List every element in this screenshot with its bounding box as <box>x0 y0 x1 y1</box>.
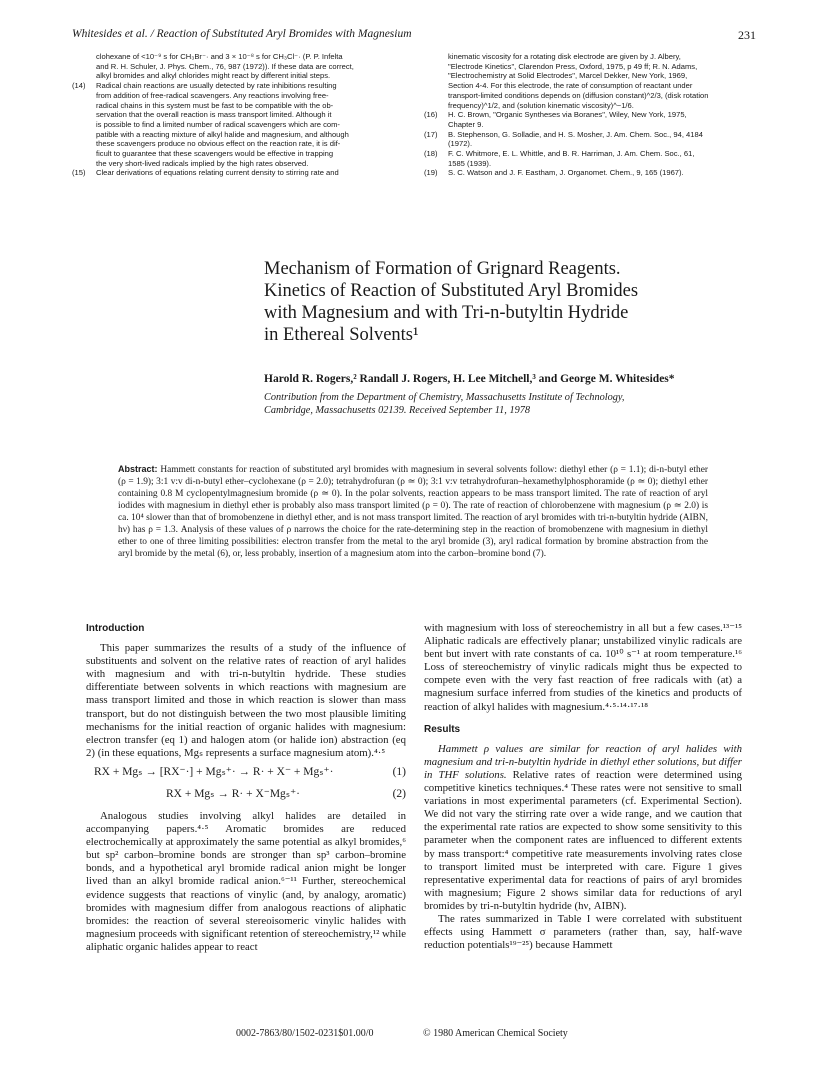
body-column-left <box>86 622 406 954</box>
paragraph: with magnesium with loss of stereochemistry in all but a few cases.¹³⁻¹⁵ Aliphatic radicals are effectively planar; unstabilized vinylic radicals are bent but invert with rate constants of ca. 10¹⁰ s⁻¹ at room temperature.¹⁶ Loss of stereochemistry of vinylic radicals might thus be expected to compete even with the very fast reaction of free radicals with (at) a magnesium surface inferred from studies of the kinetics and products of reaction of alkyl halides with magnesium.⁴·⁵·¹⁴·¹⁷·¹⁸ <box>424 622 742 713</box>
reference-item: (16) H. C. Brown, "Organic Syntheses via Boranes", Wiley, New York, 1975, Chapter 9. <box>424 110 687 129</box>
abstract <box>118 463 708 560</box>
paragraph: Analogous studies involving alkyl halides are detailed in accompanying papers.⁴·⁵ Aromatic bromides are reduced electrochemically at approximately the same potential as alkyl bromides,⁶ but sp² carbon–bromine bonds are stronger than sp³ carbon–bromine bonds, and a hypothetical aryl bromide radical anion might be longer lived than an alkyl bromide radical anion.⁶⁻¹¹ Further, stereochemical evidence suggests that reactions of vinylic (and, by analogy, aromatic) bromides with magnesium differ from analogous reactions of aliphatic bromides: the reaction of several stereoisomeric vinylic halides with magnesium proceeds with significant retention of stereochemistry,¹² while aliphatic organic halides appear to react <box>86 809 406 953</box>
reference-item: kinematic viscosity for a rotating disk electrode are given by J. Albery, "Electrode Kinetics", Clarendon Press, Oxford, 1975, p 49 ff; R. N. Adams, "Electrochemistry at Solid Electrodes", Marcel Dekker, New York, 1969, Section 4-4. For this electrode, the rate of consumption of reactant under transport-limited conditions depends on (diffusion constant)^2/3, (disk rotation frequency)^1/2, and (solution kinematic viscosity)^−1/6. <box>448 52 709 110</box>
section-heading-results: Results <box>424 723 461 735</box>
reference-item: (17) B. Stephenson, G. Solladie, and H. S. Mosher, J. Am. Chem. Soc., 94, 4184 (1972). <box>424 129 703 149</box>
equation-1 <box>86 766 406 782</box>
affiliation: Contribution from the Department of Chemistry, Massachusetts Institute of Technology, Cambridge, Massachusetts 02139. Received September 11, 1978 <box>264 392 625 416</box>
reference-item: (19) S. C. Watson and J. F. Eastham, J. Organomet. Chem., 9, 165 (1967). <box>424 168 684 178</box>
reference-item: (14) Radical chain reactions are usually detected by rate inhibitions resulting from addition of free-radical scavengers. Any reactions involving free- radical chains in this system must be fast to be compatible with the ob- servation that the overall reaction is mass transport limited. Although it is possible to find a limited number of radical scavengers which are com- patible with a reacting mixture of alkyl halide and magnesium, and although these scavengers produce no obvious effect on the reaction rate, it is dif- ficult to guarantee that these scavengers would be effective in trapping the very short-lived radicals implied by the high rates observed. <box>72 81 349 168</box>
reference-item: clohexane of <10⁻⁹ s for CH₃Br⁻· and 3 × 10⁻⁸ s for CH₃Cl⁻· (P. P. Infelta and R. H. Schuler, J. Phys. Chem., 76, 987 (1972)). If these data are correct, alkyl bromides and alkyl chlorides might react by different initial steps. <box>96 52 354 81</box>
footer-copyright: © 1980 American Chemical Society <box>423 1028 568 1039</box>
author-list: Harold R. Rogers,² Randall J. Rogers, H. Lee Mitchell,³ and George M. Whitesides* <box>264 373 675 385</box>
equation-text: RX + Mgₛ → [RX⁻·] + Mgₛ⁺· → R· + X⁻ + Mgₛ⁺· <box>94 765 334 778</box>
section-heading-introduction: Introduction <box>86 623 145 634</box>
running-head <box>72 28 756 44</box>
equation-number: (1) <box>392 765 406 778</box>
italic-lead: Hammett ρ values are similar for reaction of aryl halides with magnesium and tri-n-butyltin hydride in diethyl ether solutions, but differ in THF solutions. <box>424 742 742 781</box>
reference-item: (18) F. C. Whitmore, E. L. Whittle, and B. R. Harriman, J. Am. Chem. Soc., 61, 1585 (1939). <box>424 149 695 168</box>
body-column-right <box>424 622 742 952</box>
reference-item: (15) Clear derivations of equations relating current density to stirring rate and <box>72 168 339 178</box>
paragraph: Hammett ρ values are similar for reaction of aryl halides with magnesium and tri-n-butyltin hydride in diethyl ether solutions, but differ in THF solutions. Relative rates of reaction were determined using competitive kinetics techniques.⁴ These rates were not sensitive to small variations in most experimental parameters (cf. Experimental Section). We did not vary the stirring rate over a wide range, and we caution that the experimental rate ratios are expected to show some sensitivity to this parameter when the component rates are influenced to different extents by mass transport:⁴ competitive rate measurements involving rates close to transport limited must be interpreted with care. Figure 1 gives representative experimental data for reactions of pairs of aryl bromides with magnesium; Figure 2 shows similar data for reductions of aryl bromides by tri-n-butyltin hydride (hν, AIBN). <box>424 742 743 912</box>
references-left <box>72 52 402 178</box>
paragraph: This paper summarizes the results of a study of the influence of substituents and solvent on the relative rates of reaction of aryl halides with magnesium and with tri-n-butyltin hydride. These studies differentiate between solvents in which reactions with magnesium are mass transport limited and those in which reaction is slower than mass transport, but do not distinguish between the two most plausible limiting mechanisms for the initial reaction of organic halides with magnesium: electron transfer (eq 1) and halogen atom (or halide ion) abstraction (eq 2) (in these equations, Mgₛ represents a surface magnesium atom).⁴·⁵ <box>86 642 406 759</box>
footer-code: 0002-7863/80/1502-0231$01.00/0 <box>236 1028 374 1039</box>
equation-2 <box>86 788 406 804</box>
article-title: Mechanism of Formation of Grignard Reagents. Kinetics of Reaction of Substituted Aryl Bromides with Magnesium and with Tri-n-butyltin Hydride in Ethereal Solvents¹ <box>264 259 639 345</box>
references-right <box>424 52 759 178</box>
paragraph: The rates summarized in Table I were correlated with substituent effects using Hammett σ parameters (rather than, say, half-wave reduction potentials¹⁹⁻²⁵) because Hammett <box>424 912 742 952</box>
page-number: 231 <box>738 28 756 42</box>
equation-text: RX + Mgₛ → R· + X⁻Mgₛ⁺· <box>166 787 301 800</box>
equation-number: (2) <box>392 787 406 800</box>
running-title: Whitesides et al. / Reaction of Substituted Aryl Bromides with Magnesium <box>72 28 412 40</box>
abstract-label: Abstract: <box>118 464 158 474</box>
abstract-text: Hammett constants for reaction of substituted aryl bromides with magnesium in several solvents follow: diethyl ether (ρ = 1.1); di-n-butyl ether (ρ = 1.9); 3:1 v:v di-n-butyl ether–cyclohexane (ρ = 2.0); tetrahydrofuran (ρ ≃ 0); 3:1 v:v tetrahydrofuran–hexamethylphosphoramide (ρ ≃ 0); diethyl ether containing 0.8 M cyclopentylmagnesium bromide (ρ ≃ 0). In the polar solvents, reaction appears to be mass transport limited. The rate of reaction of aryl iodides with magnesium in diethyl ether is probably also mass transport limited (ρ = 0). The rate of reaction of chlorobenzene with magnesium (ρ ≃ 2.0) is ca. 10⁴ slower than that of bromobenzene in diethyl ether, and is not mass transport limited. The reaction of aryl bromides with tri-n-butyltin hydride (AIBN, hν) has ρ = 1.3. Analysis of these values of ρ narrows the choice for the rate-determining step in the reaction of bromobenzene with magnesium in diethyl ether to one of three limiting possibilities: electron transfer from the metal to the aryl bromide (3), aryl radical formation by bromine abstraction from the aryl bromide by the metal (6), or, less probably, insertion of a magnesium atom into the carbon–bromine bond (7). <box>118 465 708 559</box>
